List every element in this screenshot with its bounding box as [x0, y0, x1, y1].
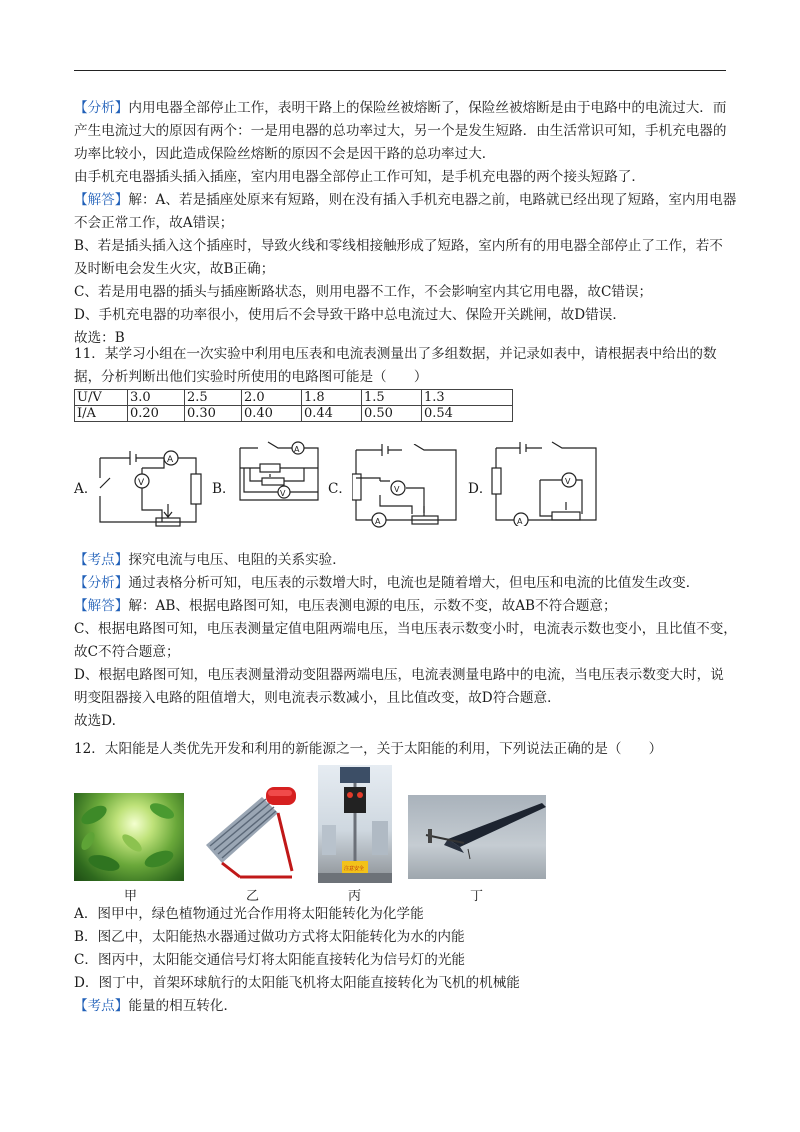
- svg-text:注意安全: 注意安全: [344, 866, 365, 872]
- caption-bing: 丙: [348, 889, 362, 904]
- q11-answer: 【考点】探究电流与电压、电阻的关系实验． 【分析】通过表格分析可知，电压表的示数增大时，电流也是随着增大，但电压和电流的比值发生改变． 【解答】解：AB、根据电路图可知，电压表测电源的电压，示数不变，故AB不符合题意； C、根据电路图可知，电压表测量定值电阻两端电压，当电压表示数变小时，电流表示数也变小，且比值不变， 故C不符合题意； D、根据电路图可知，电压表测量滑动变阻器两端电压，电流表测量电路中的电流，当电压表示数变大时，说 明变阻器接入电路的阻值增大，则电流表示数减小，且比值改变，故D符合题意． 故选D.: [74, 552, 737, 729]
- q11-data-table: [74, 389, 513, 422]
- q12-options: A．图甲中，绿色植物通过光合作用将太阳能转化为化学能 B．图乙中，太阳能热水器通过做功方式将太阳能转化为水的内能 C．图丙中，太阳能交通信号灯将太阳能直接转化为信号灯的光能 D．图丁中，首架环球航行的太阳能飞机将太阳能直接转化为飞机的机械能 【考点】能量的相互转化．: [74, 903, 730, 1018]
- circuit-diagram-b: [234, 440, 326, 508]
- circuit-diagram-d: [490, 440, 602, 526]
- caption-ding: 丁: [470, 889, 484, 904]
- option-a-label: A．: [74, 481, 98, 497]
- q12-stem: 12．太阳能是人类优先开发和利用的新能源之一，关于太阳能的利用，下列说法正确的是（ ）: [74, 741, 663, 757]
- table-row: I/A 0.20 0.30 0.40 0.44 0.50 0.54: [75, 406, 513, 422]
- prev-answer-analysis: 【分析】内用电器全部停止工作，表明干路上的保险丝被熔断了，保险丝被熔断是由于电路中的电流过大．而 产生电流过大的原因有两个：一是用电器的总功率过大，另一个是发生短路．由生活常识可知，手机充电器的 功率比较小，因此造成保险丝熔断的原因不会是因干路的总功率过大． 由手机充电器插头插入插座，室内用电器全部停止工作可知，是手机充电器的两个接头短路了． 【解答】解：A、若是插座处原来有短路，则在没有插入手机充电器之前，电路就已经出现了短路，室内用电器 不会正常工作，故A错误； B、若是插头插入这个插座时，导致火线和零线相接触形成了短路，室内所有的用电器全部停止了工作，若不 及时断电会发生火灾，故B正确； C、若是用电器的插头与插座断路状态，则用电器不工作，不会影响室内其它用电器，故C错误； D、手机充电器的功率很小，使用后不会导致干路中总电流过大、保险开关跳闸，故D错误． 故选：B: [74, 100, 737, 346]
- option-c: C．图丙中，太阳能交通信号灯将太阳能直接转化为信号灯的光能: [74, 952, 466, 968]
- leaves-icon: [74, 793, 184, 881]
- photo-jia-leaves: [74, 793, 184, 881]
- svg-text:V: V: [280, 489, 286, 498]
- circuit-diagram-c: [352, 444, 462, 528]
- table-row: U/V 3.0 2.5 2.0 1.8 1.5 1.3: [75, 390, 513, 406]
- svg-text:V: V: [565, 477, 571, 486]
- circuit-diagram-a: [92, 438, 210, 530]
- analysis-tag: 【分析】: [74, 100, 129, 116]
- svg-text:V: V: [394, 485, 400, 494]
- option-c-label: C．: [328, 481, 352, 497]
- svg-text:A: A: [294, 445, 300, 454]
- option-d: D．图丁中，首架环球航行的太阳能飞机将太阳能直接转化为飞机的机械能: [74, 975, 520, 991]
- svg-text:A: A: [375, 517, 381, 526]
- option-b: B．图乙中，太阳能热水器通过做功方式将太阳能转化为水的内能: [74, 929, 465, 945]
- option-a: A．图甲中，绿色植物通过光合作用将太阳能转化为化学能: [74, 906, 424, 922]
- caption-yi: 乙: [246, 889, 260, 904]
- solution-tag: 【解答】: [74, 192, 129, 208]
- svg-text:V: V: [138, 478, 145, 488]
- q11-stem: 11．某学习小组在一次实验中利用电压表和电流表测量出了多组数据，并记录如表中，请根据表中给出的数 据，分析判断出他们实验时所使用的电路图可能是（ ）: [74, 346, 717, 385]
- svg-text:A: A: [167, 455, 174, 465]
- caption-jia: 甲: [124, 889, 138, 904]
- solar-water-heater-icon: [200, 783, 304, 883]
- photo-yi-solar-water-heater: [200, 783, 304, 883]
- header-rule: [74, 70, 726, 71]
- svg-text:A: A: [517, 517, 523, 526]
- solar-plane-icon: [408, 795, 546, 879]
- photo-bing-traffic-light: [318, 765, 392, 883]
- option-b-label: B．: [212, 481, 236, 497]
- option-d-label: D．: [468, 481, 493, 497]
- solar-traffic-light-icon: [318, 765, 392, 883]
- photo-ding-solar-plane: [408, 795, 546, 879]
